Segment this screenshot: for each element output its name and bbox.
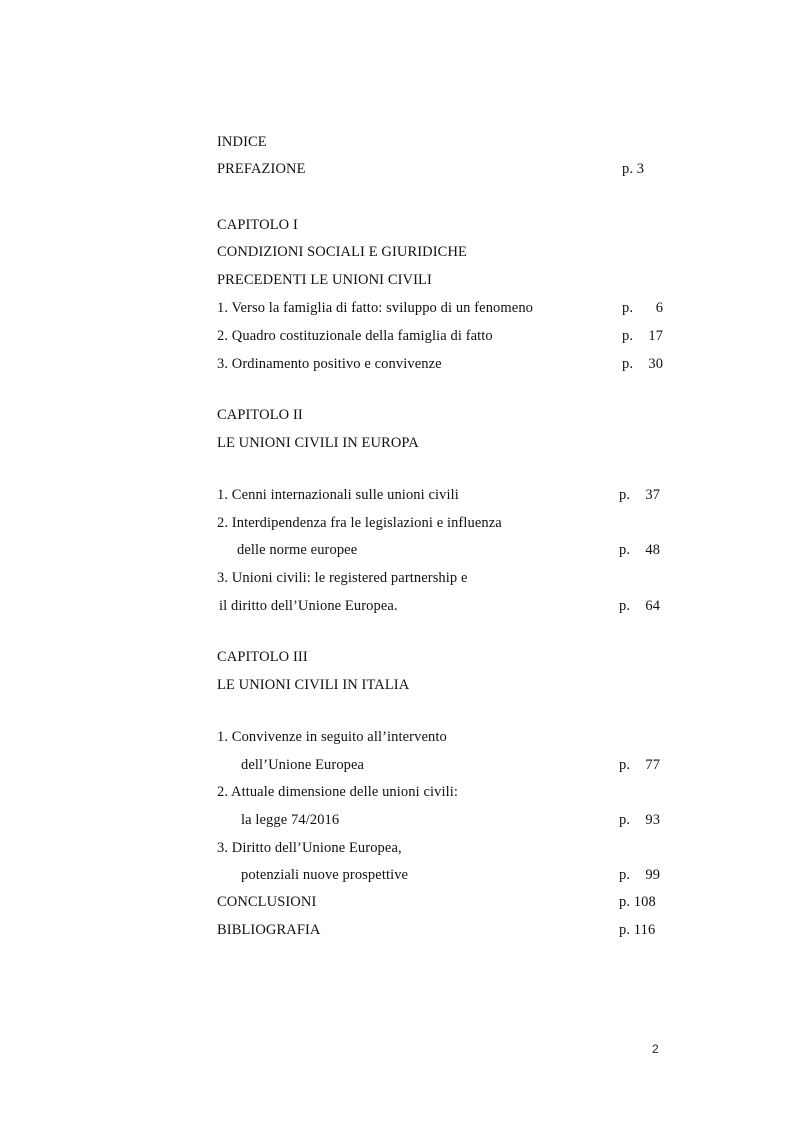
toc-entry bbox=[217, 512, 667, 534]
page-number: 2 bbox=[652, 1042, 659, 1056]
toc-title: INDICE bbox=[217, 134, 267, 150]
entry-label: PREFAZIONE bbox=[217, 161, 306, 177]
entry-page: p. 30 bbox=[622, 356, 664, 372]
toc-entry-conclusioni bbox=[217, 891, 667, 913]
entry-page: p. 37 bbox=[619, 487, 661, 503]
chapter-title: PRECEDENTI LE UNIONI CIVILI bbox=[217, 272, 432, 288]
toc-entry bbox=[217, 837, 667, 859]
entry-label: 2. Interdipendenza fra le legislazioni e influenza bbox=[217, 515, 502, 531]
entry-page: p. 116 bbox=[619, 922, 656, 938]
toc-entry bbox=[217, 567, 667, 589]
entry-page: p. 17 bbox=[622, 328, 664, 344]
toc-entry bbox=[217, 353, 667, 375]
entry-page: p. 64 bbox=[619, 598, 661, 614]
entry-label: potenziali nuove prospettive bbox=[241, 867, 409, 883]
toc-entry-continuation bbox=[217, 595, 667, 617]
entry-label: 1. Verso la famiglia di fatto: sviluppo di un fenomeno bbox=[217, 300, 534, 316]
entry-label: 1. Cenni internazionali sulle unioni civili bbox=[217, 487, 459, 503]
entry-page: p. 6 bbox=[622, 300, 664, 316]
entry-label: 3. Ordinamento positivo e convivenze bbox=[217, 356, 442, 372]
chapter-heading: CAPITOLO II bbox=[217, 407, 303, 423]
entry-label: 3. Diritto dell’Unione Europea, bbox=[217, 840, 402, 856]
toc-title-row bbox=[217, 131, 667, 153]
toc-entry-continuation bbox=[217, 539, 667, 561]
chapter-title: CONDIZIONI SOCIALI E GIURIDICHE bbox=[217, 244, 467, 260]
entry-label: dell’Unione Europea bbox=[241, 757, 365, 773]
entry-label: 2. Attuale dimensione delle unioni civili: bbox=[217, 784, 458, 800]
entry-label: 2. Quadro costituzionale della famiglia di fatto bbox=[217, 328, 493, 344]
chapter-title: LE UNIONI CIVILI IN ITALIA bbox=[217, 677, 410, 693]
entry-label: il diritto dell’Unione Europea. bbox=[219, 598, 398, 614]
entry-label: delle norme europee bbox=[237, 542, 358, 558]
toc-entry bbox=[217, 726, 667, 748]
toc-entry bbox=[217, 781, 667, 803]
entry-page: p. 3 bbox=[622, 161, 645, 177]
toc-entry-bibliografia bbox=[217, 919, 667, 941]
chapter-heading: CAPITOLO III bbox=[217, 649, 308, 665]
entry-label: BIBLIOGRAFIA bbox=[217, 922, 321, 938]
chapter-heading: CAPITOLO I bbox=[217, 217, 298, 233]
entry-label: la legge 74/2016 bbox=[241, 812, 340, 828]
entry-page: p. 108 bbox=[619, 894, 656, 910]
entry-label: CONCLUSIONI bbox=[217, 894, 317, 910]
toc-entry-continuation bbox=[217, 864, 667, 886]
entry-page: p. 93 bbox=[619, 812, 661, 828]
entry-page: p. 99 bbox=[619, 867, 661, 883]
chapter-title: LE UNIONI CIVILI IN EUROPA bbox=[217, 435, 419, 451]
toc-entry bbox=[217, 325, 667, 347]
toc-entry-prefazione bbox=[217, 158, 667, 180]
entry-page: p. 48 bbox=[619, 542, 661, 558]
toc-entry-continuation bbox=[217, 809, 667, 831]
entry-label: 1. Convivenze in seguito all’intervento bbox=[217, 729, 447, 745]
entry-page: p. 77 bbox=[619, 757, 661, 773]
toc-entry bbox=[217, 297, 667, 319]
toc-entry-continuation bbox=[217, 754, 667, 776]
entry-label: 3. Unioni civili: le registered partnership e bbox=[217, 570, 468, 586]
toc-entry bbox=[217, 484, 667, 506]
